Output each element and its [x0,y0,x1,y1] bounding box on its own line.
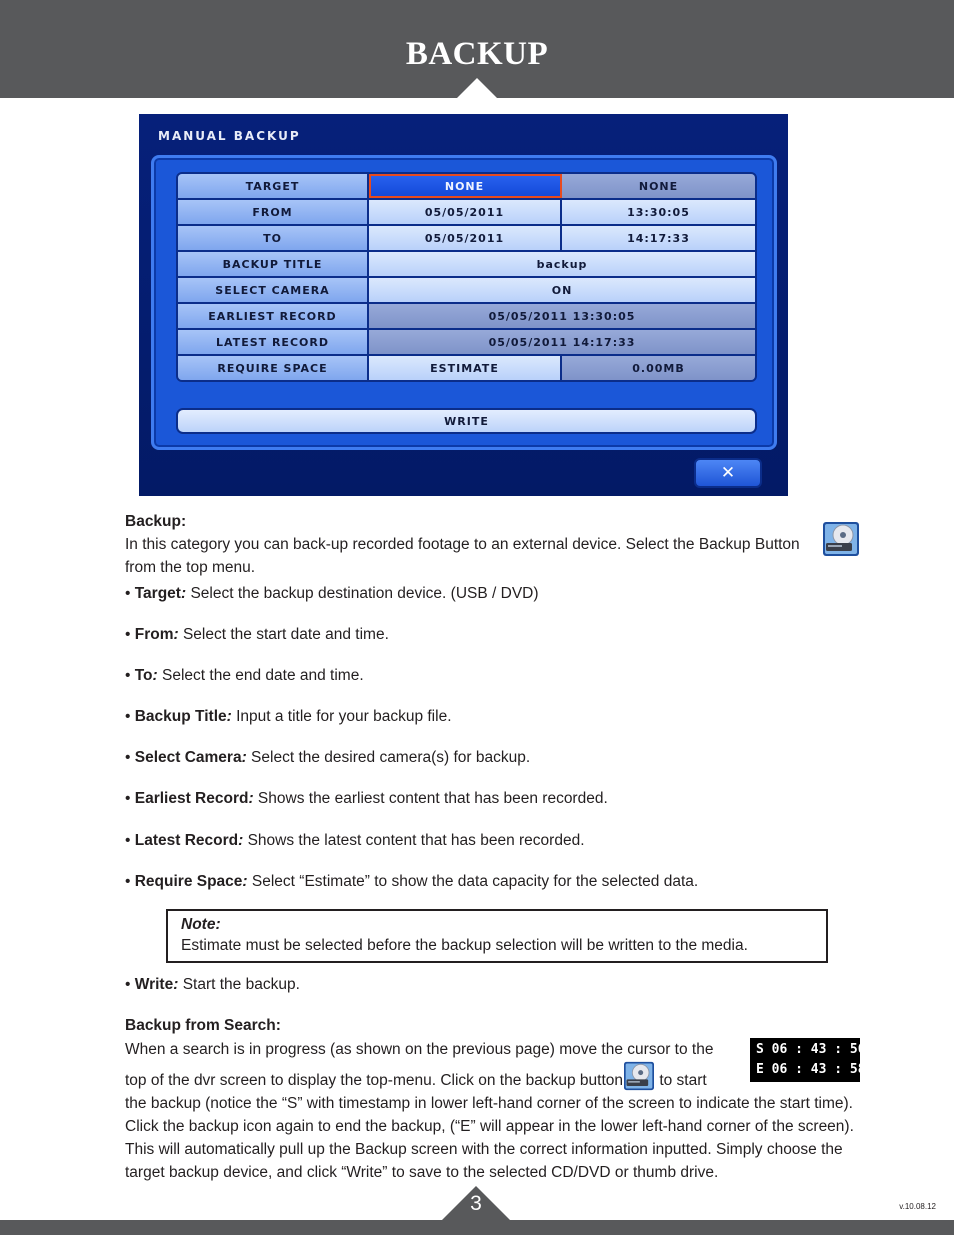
label-select-camera: SELECT CAMERA [178,278,369,302]
close-icon: ✕ [720,463,736,483]
target-select-2[interactable]: NONE [562,174,755,198]
to-date-field[interactable]: 05/05/2011 [369,226,562,250]
label-require-space: REQUIRE SPACE [178,356,369,380]
header-notch [456,78,498,99]
search-line-2-end: to start [655,1072,707,1089]
row-select-camera [178,278,755,304]
from-date-field[interactable]: 05/05/2011 [369,200,562,224]
row-backup-title [178,252,755,278]
bullet-require-space: • Require Space: Select “Estimate” to show the data capacity for the selected data. [125,873,699,890]
bullet-term: Write [134,976,174,993]
timestamp-end: E 06 : 43 : 58 [756,1062,866,1077]
page-number: 3 [470,1192,482,1215]
dvr-screen-title: MANUAL BACKUP [158,129,301,143]
manual-backup-screen [139,114,788,496]
bullet-term: From [134,626,174,643]
dvr-backup-panel [151,155,777,450]
latest-record-value: 05/05/2011 14:17:33 [369,330,755,354]
bullet-from: • From: Select the start date and time. [125,626,389,643]
bullet-latest-record: • Latest Record: Shows the latest content that has been recorded. [125,832,585,849]
bullet-desc: Select the backup destination device. (USB / DVD) [186,585,539,602]
bullet-desc: Input a title for your backup file. [231,708,452,725]
estimate-button[interactable]: ESTIMATE [369,356,562,380]
row-latest-record [178,330,755,356]
backup-disc-icon [623,1061,655,1091]
label-backup-title: BACKUP TITLE [178,252,369,276]
row-from [178,200,755,226]
label-latest-record: LATEST RECORD [178,330,369,354]
bullet-term: Select Camera [134,749,242,766]
bullet-write: • Write: Start the backup. [125,976,300,993]
bullet-desc: Select the end date and time. [157,667,364,684]
bullet-term: Target [134,585,181,602]
search-heading: Backup from Search: [125,1017,281,1034]
search-line-2-start: top of the dvr screen to display the top-menu. Click on the backup button [125,1072,624,1089]
search-line-1: When a search is in progress (as shown on the previous page) move the cursor to the [125,1041,714,1058]
row-target [178,174,755,200]
backup-disc-icon [822,521,860,557]
required-space-value: 0.00MB [562,356,755,380]
bullet-backup-title: • Backup Title: Input a title for your backup file. [125,708,452,725]
bullet-target: • Target: Select the backup destination device. (USB / DVD) [125,585,539,602]
backup-heading: Backup: [125,513,187,530]
search-rest: the backup (notice the “S” with timestamp in lower left-hand corner of the screen to indicate the start time). Click the backup icon again to end the backup, (“E” will appear in the lower left-hand corner of the screen). This will automatically pull up the Backup screen with the correct information inputted. Simply choose the target backup device, and click “Write” to save to the selected CD/DVD or thumb drive. [125,1095,854,1181]
bullet-term: Earliest Record [134,790,249,807]
target-select-1[interactable]: NONE [369,174,562,198]
intro-text-part-1: In this category you can back-up recorded footage to an external device. Select the Backup Button [125,536,800,553]
bullet-term: Backup Title [134,708,227,725]
note-box [166,909,828,963]
bullet-term: Latest Record [134,832,239,849]
page-footer [0,1220,954,1235]
bullet-term: To [134,667,153,684]
bullet-desc: Start the backup. [178,976,300,993]
label-to: TO [178,226,369,250]
row-require-space [178,356,755,380]
earliest-record-value: 05/05/2011 13:30:05 [369,304,755,328]
bullet-desc: Select the start date and time. [178,626,389,643]
note-title: Note: [181,916,221,933]
bullet-term: Require Space [134,873,243,890]
bullet-select-camera: • Select Camera: Select the desired camera(s) for backup. [125,749,531,766]
select-camera-field[interactable]: ON [369,278,755,302]
bullet-earliest-record: • Earliest Record: Shows the earliest content that has been recorded. [125,790,608,807]
backup-intro-text [125,533,825,579]
row-earliest-record [178,304,755,330]
page-header [0,0,954,98]
row-to [178,226,755,252]
bullet-desc: Select “Estimate” to show the data capacity for the selected data. [247,873,699,890]
timestamp-box [750,1038,866,1082]
to-time-field[interactable]: 14:17:33 [562,226,755,250]
page-title: BACKUP [405,36,549,72]
label-from: FROM [178,200,369,224]
backup-settings-grid [176,172,757,382]
backup-intro [125,510,825,579]
label-earliest-record: EARLIEST RECORD [178,304,369,328]
bullet-desc: Select the desired camera(s) for backup. [246,749,531,766]
bullet-desc: Shows the latest content that has been recorded. [243,832,585,849]
bullet-to: • To: Select the end date and time. [125,667,364,684]
intro-text-part-2: from the top menu. [125,559,256,576]
version-label: v.10.08.12 [899,1202,936,1211]
backup-title-field[interactable]: backup [369,252,755,276]
note-text: Estimate must be selected before the backup selection will be written to the media. [181,937,748,954]
from-time-field[interactable]: 13:30:05 [562,200,755,224]
close-button[interactable] [694,458,762,488]
write-button[interactable]: WRITE [176,408,757,434]
timestamp-start: S 06 : 43 : 56 [756,1042,866,1057]
bullet-desc: Shows the earliest content that has been recorded. [253,790,608,807]
label-target: TARGET [178,174,369,198]
